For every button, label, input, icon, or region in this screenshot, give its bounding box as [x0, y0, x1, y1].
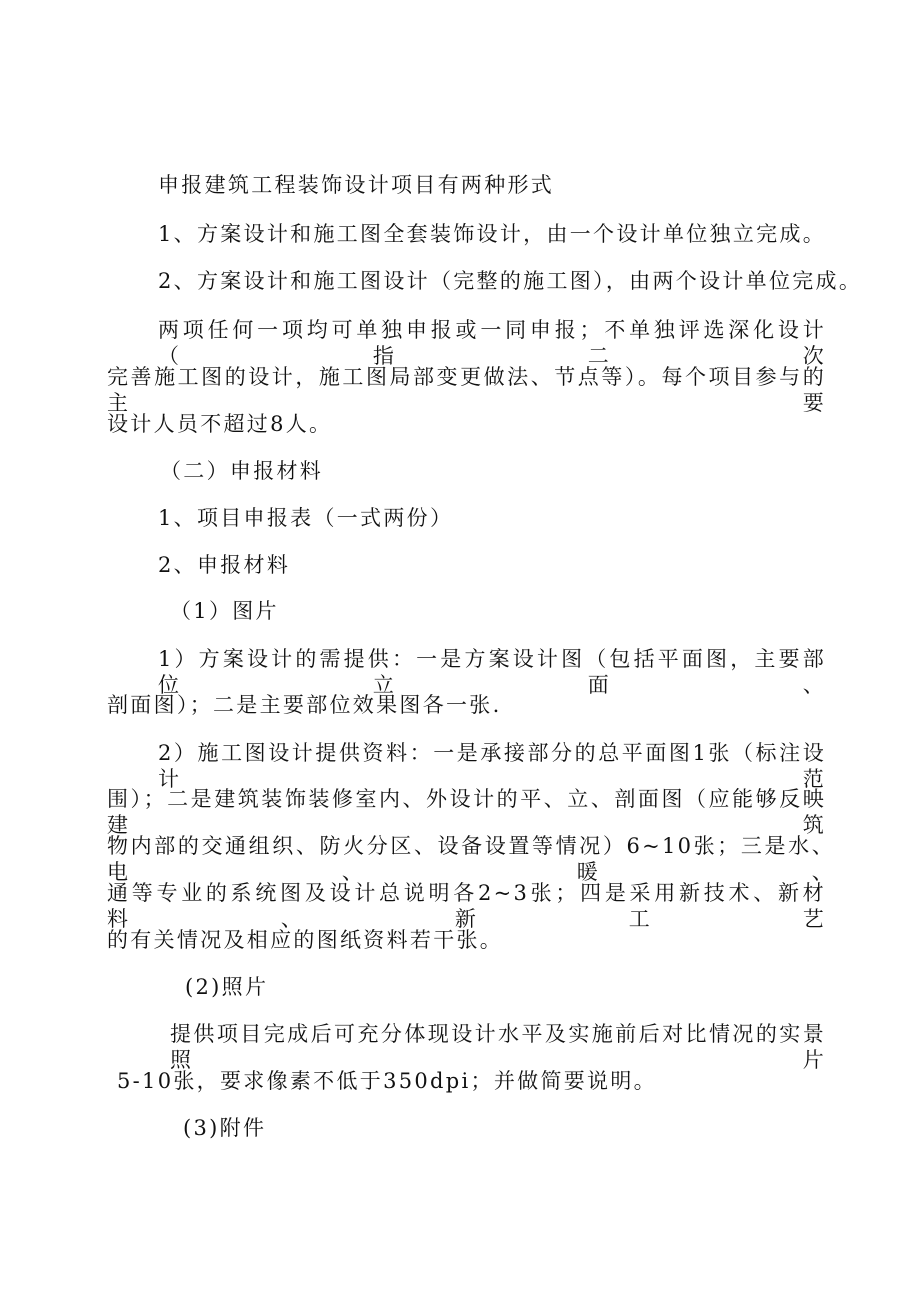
note-line-1: 两项任何一项均可单独申报或一同申报；不单独评选深化设计（指二次 [158, 318, 826, 368]
note-line-3: 设计人员不超过8人。 [107, 412, 333, 436]
sub-2-title: (2)照片 [185, 975, 269, 999]
photo-line-2: 5-10张，要求像素不低于350dpi；并做简要说明。 [117, 1069, 657, 1093]
photo-line-1: 提供项目完成后可充分体现设计水平及实施前后对比情况的实景照片 [170, 1022, 826, 1072]
materials-item-2: 2、申报材料 [158, 553, 291, 577]
materials-item-1: 1、项目申报表（一式两份） [158, 506, 454, 530]
form-item-1: 1、方案设计和施工图全套装饰设计，由一个设计单位独立完成。 [158, 222, 827, 246]
section-2-title: （二）申报材料 [160, 459, 324, 483]
construction-line-5: 的有关情况及相应的图纸资料若干张。 [107, 928, 504, 952]
construction-line-2: 围）；二是建筑装饰装修室内、外设计的平、立、剖面图（应能够反映建筑 [107, 787, 826, 837]
scheme-line-1: 1）方案设计的需提供：一是方案设计图（包括平面图，主要部位立面、 [158, 647, 826, 697]
sub-3-title: (3)附件 [183, 1116, 267, 1140]
note-line-2: 完善施工图的设计，施工图局部变更做法、节点等）。每个项目参与的主要 [107, 365, 826, 415]
form-item-2: 2、方案设计和施工图设计（完整的施工图），由两个设计单位完成。 [158, 269, 863, 293]
construction-line-1: 2）施工图设计提供资料：一是承接部分的总平面图1张（标注设计范 [158, 741, 826, 791]
scheme-line-2: 剖面图）；二是主要部位效果图各一张. [107, 693, 502, 717]
sub-1-title: （1）图片 [170, 599, 279, 623]
construction-line-4: 通等专业的系统图及设计总说明各2~3张；四是采用新技术、新材料、新工艺 [107, 881, 826, 931]
construction-line-3: 物内部的交通组织、防火分区、设备设置等情况）6~10张；三是水、电、暖、 [107, 834, 835, 884]
document-heading: 申报建筑工程装饰设计项目有两种形式 [158, 173, 555, 197]
